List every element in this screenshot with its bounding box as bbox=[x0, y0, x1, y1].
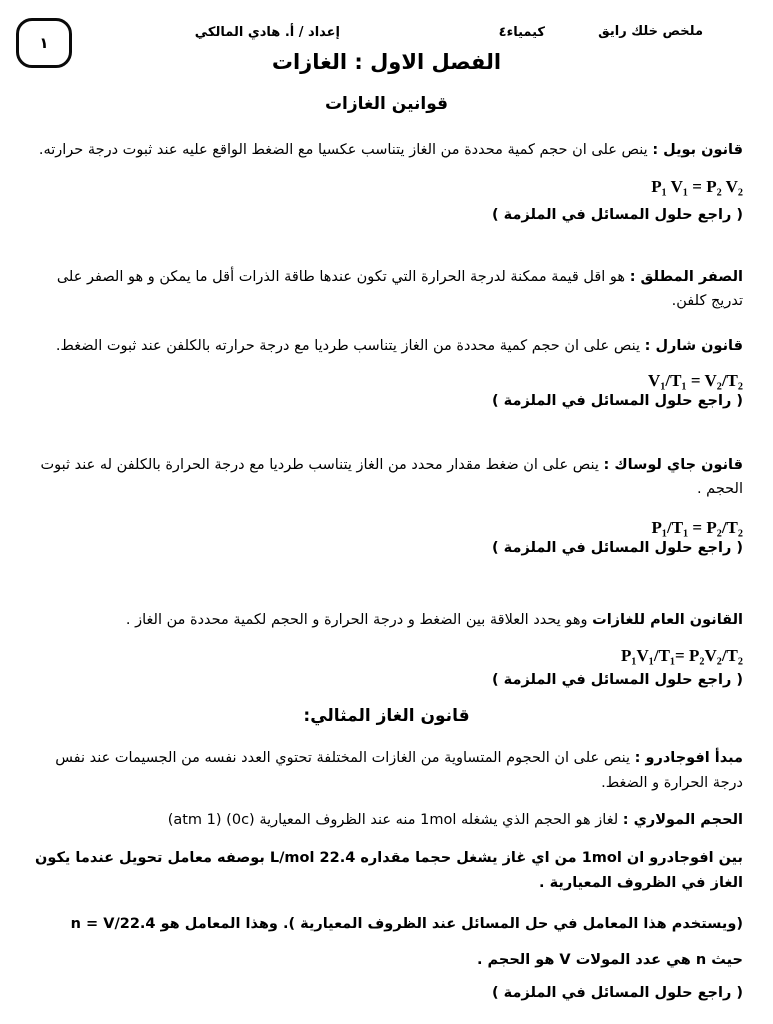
gay-lussac-law-definition bbox=[30, 453, 743, 502]
review-note-boyle: ( راجع حلول المسائل في الملزمة ) bbox=[492, 206, 743, 223]
header-prepared-by: إعداد / أ. هادي المالكي bbox=[194, 25, 340, 40]
avogadro-factor-paragraph: بين افوجادرو ان 1mol من اي غاز يشغل حجما مقداره 22.4 L/mol بوصفه معامل تحويل عندما يكون الغاز في الظروف المعيارية . bbox=[35, 850, 743, 892]
header-brand: ملخص خلك رايق bbox=[598, 24, 703, 39]
where-clause-paragraph: حيث n هي عدد المولات V هو الحجم . bbox=[476, 952, 743, 969]
chapter-title: الفصل الاول : الغازات bbox=[271, 50, 502, 74]
factor-usage-paragraph: (ويستخدم هذا المعامل في حل المسائل عند الظروف المعيارية ). وهذا المعامل هو n = V/22.4 bbox=[70, 915, 743, 932]
boyle-law-term: قانون بويل : bbox=[652, 142, 743, 158]
gay-lussac-law-term: قانون جاي لوساك : bbox=[603, 456, 743, 473]
general-gas-law-definition bbox=[30, 608, 743, 633]
header-subject: كيمياء٤ bbox=[498, 25, 545, 40]
section-title-gas-laws: قوانين الغازات bbox=[324, 94, 449, 114]
boyle-law-formula: P₁ V₁ = P₂ V₂ bbox=[651, 176, 743, 196]
boyle-law-text: ينص على ان حجم كمية محددة من الغاز يتناسب عكسيا مع الضغط الواقع عليه عند ثبوت درجة حرارته. bbox=[38, 142, 653, 158]
charles-law-formula: V₁/T₁ = V₂/T₂ bbox=[648, 370, 743, 390]
review-note-charles: ( راجع حلول المسائل في الملزمة ) bbox=[492, 392, 743, 409]
avogadro-principle-term: مبدأ افوجادرو : bbox=[634, 750, 743, 767]
molar-volume-text: لغاز هو الحجم الذي يشغله 1mol منه عند الظروف المعيارية (0c)‏ (1 atm) bbox=[167, 811, 623, 828]
review-note-gay-lussac: ( راجع حلول المسائل في الملزمة ) bbox=[492, 539, 743, 556]
charles-law-text: ينص على ان حجم كمية محددة من الغاز يتناسب طرديا مع درجة حرارته بالكلفن عند ثبوت الضغط. bbox=[55, 337, 645, 354]
review-note-ideal: ( راجع حلول المسائل في الملزمة ) bbox=[492, 984, 743, 1001]
review-note-general: ( راجع حلول المسائل في الملزمة ) bbox=[492, 672, 743, 689]
absolute-zero-term: الصفر المطلق : bbox=[629, 268, 743, 285]
page-number: ١ bbox=[39, 34, 49, 52]
molar-volume-term: الحجم المولاري : bbox=[622, 811, 743, 828]
charles-law-definition bbox=[30, 334, 743, 359]
absolute-zero-text: هو اقل قيمة ممكنة لدرجة الحرارة التي تكون عندها طاقة الذرات أقل ما يمكن و هو الصفر على تدريج كلفن. bbox=[56, 268, 743, 310]
general-gas-law-formula: P₁V₁/T₁= P₂V₂/T₂ bbox=[621, 646, 743, 666]
absolute-zero-definition bbox=[30, 265, 743, 314]
page-number-badge bbox=[16, 18, 72, 68]
general-gas-law-term: القانون العام للغازات bbox=[592, 611, 743, 628]
avogadro-principle-definition bbox=[30, 746, 743, 795]
gay-lussac-law-text: ينص على ان ضغط مقدار محدد من الغاز يتناسب طرديا مع درجة الحرارة بالكلفن له عند ثبوت الحجم . bbox=[40, 456, 743, 498]
molar-volume-definition bbox=[30, 808, 743, 833]
charles-law-term: قانون شارل : bbox=[644, 337, 743, 354]
avogadro-principle-text: ينص على ان الحجوم المتساوية من الغازات المختلفة تحتوي العدد نفسه من الجسيمات عند نفس درجة الحرارة و الضغط. bbox=[55, 750, 743, 792]
document-content bbox=[0, 50, 773, 1001]
boyle-law-definition bbox=[30, 138, 743, 163]
gay-lussac-law-formula: P₁/T₁ = P₂/T₂ bbox=[651, 517, 743, 537]
section-title-ideal-gas-law: قانون الغاز المثالي: bbox=[303, 706, 470, 727]
general-gas-law-text: وهو يحدد العلاقة بين الضغط و درجة الحرارة و الحجم لكمية محددة من الغاز . bbox=[125, 611, 593, 628]
